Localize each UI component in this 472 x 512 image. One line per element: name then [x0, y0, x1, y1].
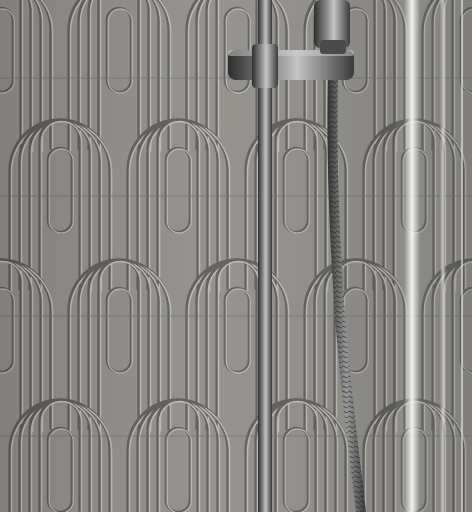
hose-connector — [320, 40, 346, 54]
glass-shower-screen — [396, 0, 472, 512]
glass-edge-highlight — [404, 0, 420, 512]
glass-reflection-strip — [440, 0, 446, 512]
rail-slider-clamp — [252, 44, 278, 88]
